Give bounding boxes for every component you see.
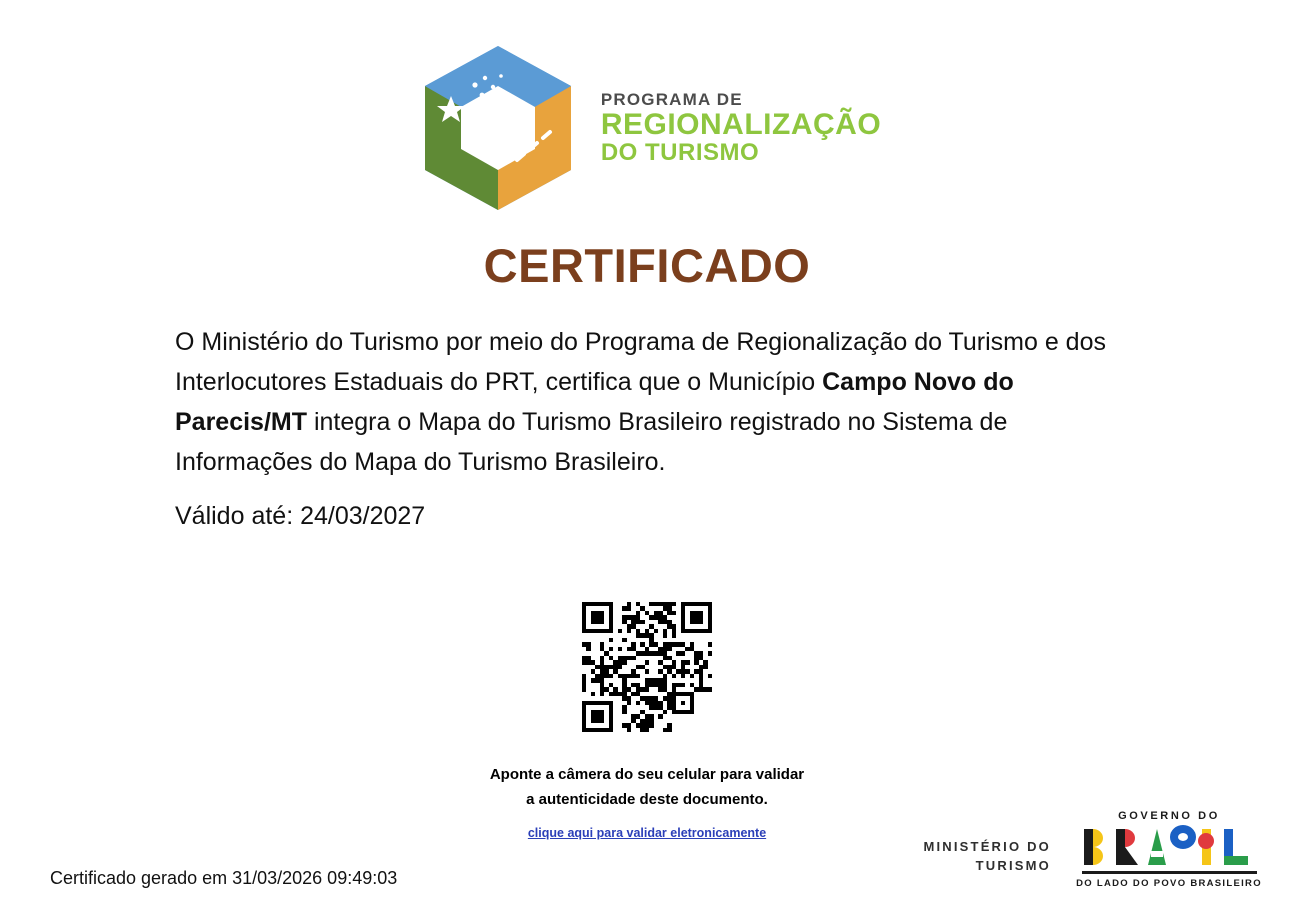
- government-of-brazil-logo: [1069, 810, 1269, 889]
- ministry-of-tourism-logo: [923, 838, 1051, 876]
- qr-caption-line-2: a autenticidade deste documento.: [526, 791, 768, 808]
- logo-line-2: REGIONALIZAÇÃO: [600, 107, 882, 141]
- municipality-name: Campo Novo do Parecis/MT: [175, 368, 1014, 436]
- program-logo: [0, 38, 1294, 218]
- gov-bottom-label: DO LADO DO POVO BRASILEIRO: [1076, 878, 1262, 889]
- gov-brasil-mark-icon: [1082, 825, 1257, 869]
- logo-line-3: DO TURISMO: [600, 139, 760, 167]
- body-part-1: O Ministério do Turismo por meio do Programa de Regionalização do Turismo e dos Interlocutores Estaduais do PRT, certifica que o Município: [175, 328, 1106, 396]
- qr-code-container: [0, 602, 1294, 732]
- gov-logo-divider: [1082, 871, 1257, 874]
- validate-electronically-link[interactable]: clique aqui para validar eletronicamente: [527, 826, 767, 840]
- ministry-line-1: MINISTÉRIO DO: [923, 839, 1051, 854]
- logo-line-1: PROGRAMA DE: [600, 89, 743, 109]
- qr-caption: [0, 762, 1294, 812]
- qr-code[interactable]: [582, 602, 712, 732]
- generated-timestamp: Certificado gerado em 31/03/2026 09:49:03: [50, 868, 398, 888]
- ministry-line-2: TURISMO: [975, 857, 1051, 873]
- page-title: CERTIFICADO: [483, 239, 811, 292]
- certificate-body: [175, 322, 1120, 482]
- gov-top-label: GOVERNO DO: [1118, 810, 1220, 822]
- body-part-2: integra o Mapa do Turismo Brasileiro registrado no Sistema de Informações do Mapa do Turismo Brasileiro.: [175, 408, 1008, 476]
- prt-hexagon-icon: [413, 38, 583, 218]
- qr-caption-line-1: Aponte a câmera do seu celular para validar: [489, 766, 805, 783]
- validity-text: Válido até: 24/03/2027: [175, 502, 426, 530]
